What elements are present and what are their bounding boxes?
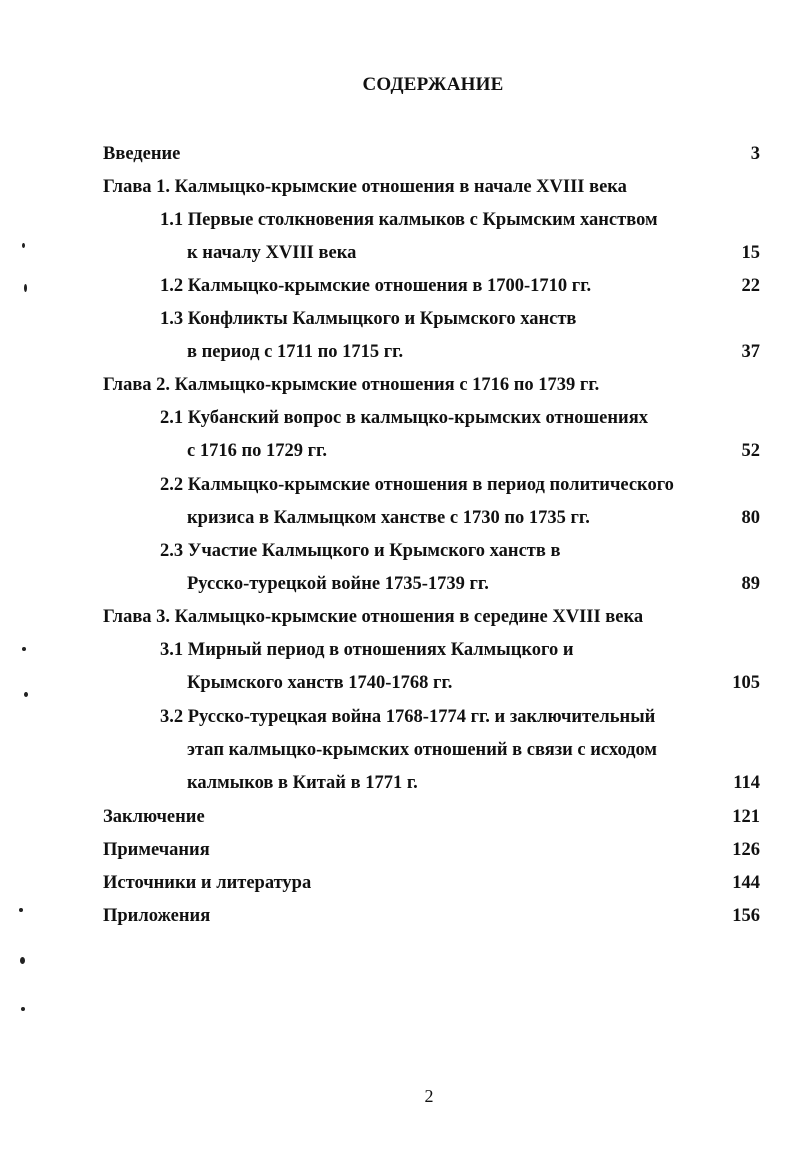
- toc-entry-notes: Примечания: [103, 840, 210, 860]
- toc-page-sources: 144: [732, 873, 760, 893]
- scan-speck: [22, 647, 26, 651]
- toc-section-3-2-line2: этап калмыцко-крымских отношений в связи с исходом: [187, 740, 658, 760]
- toc-page-3-2: 114: [733, 773, 760, 793]
- toc-page-2-3: 89: [741, 574, 760, 594]
- toc-section-3-2-line1: 3.2 Русско-турецкая война 1768-1774 гг. и заключительный: [160, 707, 656, 727]
- toc-section-2-2-line2: кризиса в Калмыцком ханстве с 1730 по 1735 гг.: [187, 508, 590, 528]
- scan-speck: [20, 957, 25, 964]
- toc-section-1-1-line1: 1.1 Первые столкновения калмыков с Крымским ханством: [160, 210, 658, 230]
- scan-speck: [19, 908, 23, 912]
- toc-section-1-3-line2: в период с 1711 по 1715 гг.: [187, 342, 404, 362]
- scan-speck: [24, 284, 27, 292]
- toc-entry-appendix: Приложения: [103, 906, 211, 926]
- scan-speck: [24, 692, 28, 697]
- scan-speck: [21, 1007, 25, 1011]
- scan-speck: [22, 243, 25, 248]
- toc-section-3-1-line2: Крымского ханств 1740-1768 гг.: [187, 673, 453, 693]
- page-number: 2: [424, 1086, 434, 1106]
- toc-page-2-1: 52: [741, 441, 760, 461]
- toc-section-3-1-line1: 3.1 Мирный период в отношениях Калмыцкого и: [160, 640, 574, 660]
- toc-page-intro: 3: [750, 144, 760, 164]
- toc-page-1-3: 37: [741, 342, 760, 362]
- toc-section-2-2-line1: 2.2 Калмыцко-крымские отношения в период политического: [160, 475, 674, 495]
- toc-page-2-2: 80: [741, 508, 760, 528]
- toc-chapter-2: Глава 2. Калмыцко-крымские отношения с 1716 по 1739 гг.: [103, 375, 600, 395]
- toc-entry-intro: Введение: [103, 144, 181, 164]
- toc-page-appendix: 156: [732, 906, 760, 926]
- page-title: СОДЕРЖАНИЕ: [362, 74, 504, 95]
- toc-chapter-1: Глава 1. Калмыцко-крымские отношения в начале XVIII века: [103, 177, 627, 197]
- toc-section-2-1-line1: 2.1 Кубанский вопрос в калмыцко-крымских отношениях: [160, 408, 648, 428]
- toc-page-1-2: 22: [741, 276, 760, 296]
- toc-chapter-3: Глава 3. Калмыцко-крымские отношения в середине XVIII века: [103, 607, 644, 627]
- toc-section-1-3-line1: 1.3 Конфликты Калмыцкого и Крымского ханств: [160, 309, 577, 329]
- toc-page-notes: 126: [732, 840, 760, 860]
- toc-section-1-2: 1.2 Калмыцко-крымские отношения в 1700-1710 гг.: [160, 276, 592, 296]
- toc-section-2-3-line1: 2.3 Участие Калмыцкого и Крымского ханств в: [160, 541, 561, 561]
- toc-page-conclusion: 121: [732, 807, 760, 827]
- toc-section-1-1-line2: к началу XVIII века: [187, 243, 357, 263]
- toc-entry-conclusion: Заключение: [103, 807, 205, 827]
- toc-entry-sources: Источники и литература: [103, 873, 312, 893]
- toc-section-3-2-line3: калмыков в Китай в 1771 г.: [187, 773, 418, 793]
- toc-section-2-3-line2: Русско-турецкой войне 1735-1739 гг.: [187, 574, 489, 594]
- toc-section-2-1-line2: с 1716 по 1729 гг.: [187, 441, 327, 461]
- toc-page-3-1: 105: [732, 673, 760, 693]
- toc-page-1-1: 15: [741, 243, 760, 263]
